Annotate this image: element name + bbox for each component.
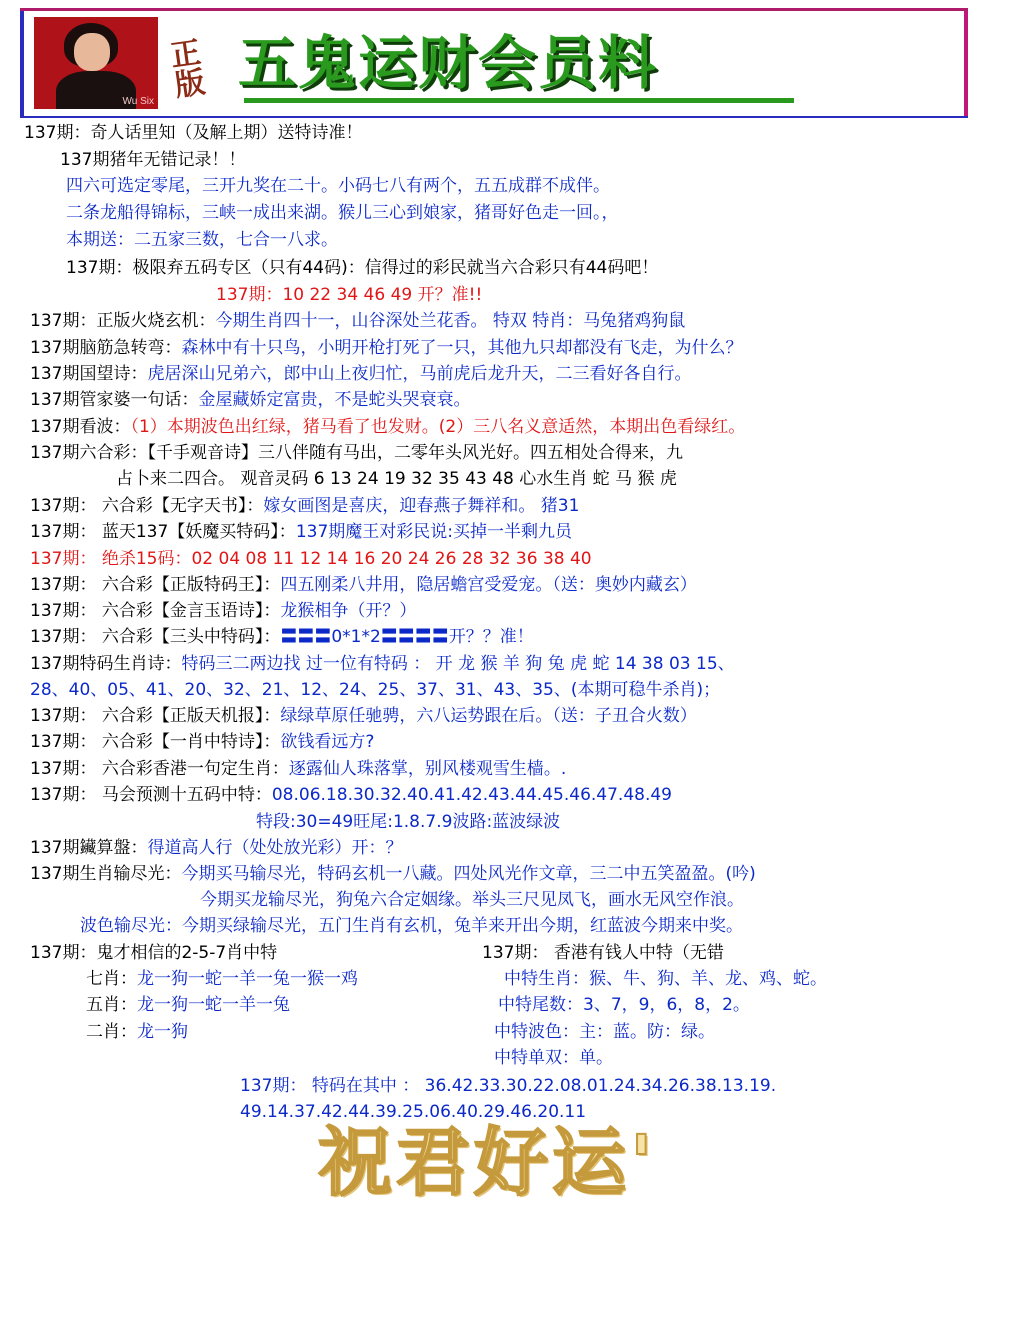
line-38: 49.14.37.42.44.39.25.06.40.29.46.20.11 xyxy=(240,1102,587,1122)
line-11 xyxy=(30,389,470,411)
line-10-text: 虎居深山兄弟六，郎中山上夜归忙，马前虎后龙升天，二三看好各自行。 xyxy=(147,364,692,384)
line-1: 137期：奇人话里知（及解上期）送特诗准！ xyxy=(24,123,363,143)
line-29-text: 今期买马输尽光，特码玄机一八藏。四处风光作文章，三二中五笑盈盈。(吟) xyxy=(181,864,756,884)
line-35-label: 二肖： xyxy=(86,1022,137,1042)
line-15 xyxy=(30,495,579,517)
line-15-label: 137期： 六合彩【无字天书】： xyxy=(30,496,264,516)
good-luck-text: 祝君好运' xyxy=(318,1120,657,1206)
page-title: 五鬼运财会员料 xyxy=(238,29,659,97)
line-25 xyxy=(30,758,566,780)
line-14: 占卜来二四合。 观音灵码 6 13 24 19 32 35 43 48 心水生肖 蛇 马 猴 虎 xyxy=(116,469,677,489)
line-19-text: 龙猴相争（开？） xyxy=(280,601,417,621)
line-32-right: 137期： 香港有钱人中特（无错 xyxy=(482,943,724,963)
line-26-label: 137期： 马会预测十五码中特： xyxy=(30,785,272,805)
line-29-label: 137期生肖输尽光： xyxy=(30,864,182,884)
line-15-text: 嫁女画图是喜庆，迎春燕子舞祥和。 猪31 xyxy=(263,496,580,516)
line-11-label: 137期管家婆一句话： xyxy=(30,390,199,410)
line-17: 137期： 绝杀15码：02 04 08 11 12 14 16 20 24 26 28 32 36 38 40 xyxy=(30,549,592,569)
line-35-left xyxy=(86,1021,188,1043)
line-29 xyxy=(30,863,756,885)
line-36: 中特单双：单。 xyxy=(494,1048,613,1068)
title-underline xyxy=(244,98,794,103)
line-10 xyxy=(30,363,691,385)
line-9-label: 137期脑筋急转弯： xyxy=(30,338,182,358)
line-18-label: 137期： 六合彩【正版特码王】： xyxy=(30,575,281,595)
line-26 xyxy=(30,784,672,806)
line-7: 137期：10 22 34 46 49 开？准!! xyxy=(216,285,483,305)
line-4: 二条龙船得锦标，三峡一成出来湖。猴儿三心到娘家，猪哥好色走一回。， xyxy=(66,203,619,223)
line-25-label: 137期： 六合彩香港一句定生肖： xyxy=(30,759,289,779)
line-10-label: 137期国望诗： xyxy=(30,364,148,384)
line-24-text: 欲钱看远方? xyxy=(280,732,375,752)
line-32-left: 137期：鬼才相信的2-5-7肖中特 xyxy=(30,943,278,963)
line-3: 四六可选定零尾，三开九奖在二十。小码七八有两个，五五成群不成伴。 xyxy=(66,176,610,196)
line-8 xyxy=(30,310,685,332)
line-19 xyxy=(30,600,416,622)
photo-watermark: Wu Six xyxy=(122,96,154,107)
line-33-label: 七肖： xyxy=(86,969,137,989)
line-8-text: 今期生肖四十一，山谷深处兰花香。 特双 特肖：马兔猪鸡狗鼠 xyxy=(215,311,686,331)
line-24-label: 137期： 六合彩【一肖中特诗】： xyxy=(30,732,281,752)
line-20 xyxy=(30,626,534,648)
line-28-text: 得道高人行（处处放光彩）开：？ xyxy=(147,838,403,858)
line-28 xyxy=(30,837,402,859)
line-21 xyxy=(30,653,735,675)
line-34-left xyxy=(86,994,290,1016)
line-22: 28、40、05、41、20、32、21、12、24、25、37、31、43、35、(本期可稳牛杀肖)； xyxy=(30,680,721,700)
badge-zhengban: 正版 xyxy=(168,35,208,104)
line-24 xyxy=(30,731,374,753)
line-21-text: 特码三二两边找 过一位有特码 ： 开 龙 猴 羊 狗 兔 虎 蛇 14 38 03 15、 xyxy=(181,654,735,674)
line-33-left xyxy=(86,968,358,990)
line-12-text: （1）本期波色出红绿，猪马看了也发财。(2）三八名义意适然，本期出色看绿红。 xyxy=(130,417,746,437)
line-33-text: 龙一狗一蛇一羊一兔一猴一鸡 xyxy=(137,969,358,989)
line-34-label: 五肖： xyxy=(86,995,137,1015)
line-20-text: 〓〓〓0*1*2〓〓〓〓开？？准！ xyxy=(280,627,534,647)
portrait-photo xyxy=(34,17,158,109)
line-13: 137期六合彩：【千手观音诗】三八伴随有马出，二零年头风光好。四五相处合得来，九 xyxy=(30,443,683,463)
line-23-text: 绿绿草原任驰骋，六八运势跟在后。（送：子丑合火数） xyxy=(280,706,697,726)
line-23 xyxy=(30,705,697,727)
line-37: 137期： 特码在其中 ： 36.42.33.30.22.08.01.24.34.26.38.13.19. xyxy=(240,1076,777,1096)
line-21-label: 137期特码生肖诗： xyxy=(30,654,182,674)
line-31: 波色输尽光：今期买绿输尽光，五门生肖有玄机，兔羊来开出今期，红蓝波今期来中奖。 xyxy=(80,916,743,936)
line-16-text: 137期魔王对彩民说:买掉一半剩九员 xyxy=(295,522,572,542)
line-27: 特段:30=49旺尾:1.8.7.9波路:蓝波绿波 xyxy=(256,812,561,832)
line-2: 137期猪年无错记录！！ xyxy=(60,150,246,170)
header-top-rule xyxy=(20,8,968,11)
line-18-text: 四五刚柔八井用，隐居蟾宫受爱宠。（送：奥妙内藏玄） xyxy=(280,575,697,595)
line-35-text: 龙一狗 xyxy=(137,1022,188,1042)
line-12 xyxy=(30,416,745,438)
line-34-right: 中特尾数：3、7，9，6，8，2。 xyxy=(498,995,750,1015)
line-26-text: 08.06.18.30.32.40.41.42.43.44.45.46.47.48.49 xyxy=(271,785,672,805)
line-34-text: 龙一狗一蛇一羊一兔 xyxy=(137,995,290,1015)
line-9-text: 森林中有十只鸟，小明开枪打死了一只，其他九只却都没有飞走，为什么？ xyxy=(181,338,743,358)
line-6: 137期：极限弃五码专区（只有44码)：信得过的彩民就当六合彩只有44码吧！ xyxy=(66,258,659,278)
line-16 xyxy=(30,521,572,543)
line-9 xyxy=(30,337,742,359)
line-23-label: 137期： 六合彩【正版天机报】： xyxy=(30,706,281,726)
line-12-label: 137期看波： xyxy=(30,417,131,437)
line-5: 本期送：二五家三数，七合一八求。 xyxy=(66,230,338,250)
line-28-label: 137期鑶算盤： xyxy=(30,838,148,858)
line-20-label: 137期： 六合彩【三头中特码】： xyxy=(30,627,281,647)
line-30: 今期买龙输尽光，狗兔六合定姻缘。举头三尺见凤飞，画水无风空作浪。 xyxy=(200,890,744,910)
line-16-label: 137期： 蓝天137【妖魔买特码】： xyxy=(30,522,296,542)
line-8-label: 137期：正版火烧玄机： xyxy=(30,311,216,331)
line-35-right: 中特波色：主：蓝。防：绿。 xyxy=(494,1022,715,1042)
line-19-label: 137期： 六合彩【金言玉语诗】： xyxy=(30,601,281,621)
line-11-text: 金屋藏娇定富贵，不是蛇头哭衰衰。 xyxy=(198,390,471,410)
line-33-right: 中特生肖：猴、牛、狗、羊、龙、鸡、蛇。 xyxy=(504,969,827,989)
header-bottom-rule xyxy=(20,116,968,118)
line-18 xyxy=(30,574,697,596)
line-25-text: 逐露仙人珠落掌，别风楼观雪生樯。. xyxy=(288,759,567,779)
